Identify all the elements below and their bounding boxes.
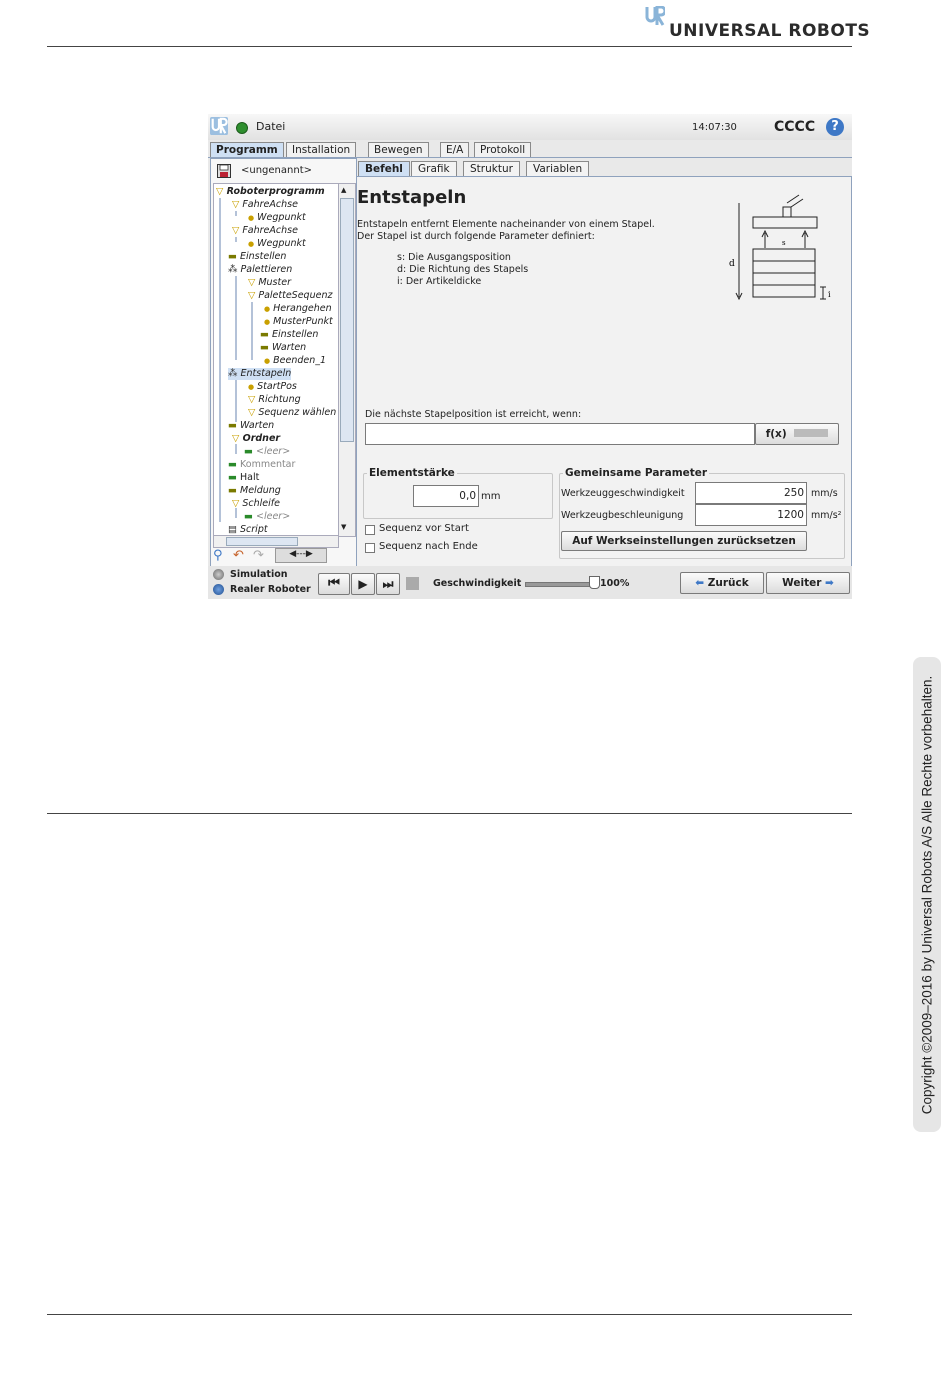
command-title: Entstapeln <box>357 187 467 208</box>
fx-label: f(x) <box>765 428 787 440</box>
brand-name: UNIVERSAL ROBOTS <box>669 21 871 41</box>
tree-item[interactable]: ● Wegpunkt <box>248 238 306 249</box>
element-thickness-input[interactable]: 0,0 <box>413 485 479 507</box>
program-tree <box>213 183 341 537</box>
tree-item[interactable]: ▬ Warten <box>228 420 275 431</box>
tab-programm[interactable]: Programm <box>210 142 284 158</box>
tree-item[interactable]: ▽ FahreAchse <box>232 199 298 210</box>
program-name: <ungenannt> <box>241 165 312 176</box>
element-thickness-unit: mm <box>481 491 501 502</box>
skip-back-icon[interactable]: ⏮ <box>318 573 350 595</box>
command-panel <box>356 176 852 567</box>
header-rule <box>47 46 852 47</box>
globe-icon[interactable] <box>236 122 248 134</box>
command-tabs <box>358 161 658 177</box>
save-icon[interactable] <box>217 164 231 178</box>
scroll-up-icon[interactable]: ▲ <box>341 186 347 194</box>
diagram-label-s: s <box>782 239 786 247</box>
help-icon[interactable]: ? <box>826 118 844 136</box>
back-button[interactable] <box>680 572 764 594</box>
ur-logo-icon <box>210 117 228 135</box>
fx-button[interactable] <box>755 423 839 445</box>
program-tree-panel <box>210 158 357 567</box>
bottom-bar <box>208 566 852 599</box>
tree-item[interactable]: ▬ Kommentar <box>228 459 296 470</box>
tab-bewegen[interactable]: Bewegen <box>368 142 429 157</box>
description-line-1: Entstapeln entfernt Elemente nacheinander von einem Stapel. <box>357 219 655 230</box>
condition-input[interactable] <box>365 423 755 445</box>
clock: 14:07:30 <box>692 122 737 133</box>
tree-item[interactable]: ▬ Warten <box>260 342 307 353</box>
next-button[interactable] <box>766 572 850 594</box>
sequence-before-start-checkbox[interactable] <box>365 525 375 535</box>
reset-defaults-button[interactable]: Auf Werkseinstellungen zurücksetzen <box>561 531 807 551</box>
copyright-text: Copyright ©2009–2016 by Universal Robots A/S Alle Rechte vorbehalten. <box>919 675 935 1115</box>
universal-robots-logo-icon <box>645 6 665 26</box>
tree-item[interactable]: ● Beenden_1 <box>264 355 327 366</box>
tree-item[interactable]: ▽ Richtung <box>248 394 301 405</box>
param-s: s: Die Ausgangsposition <box>397 252 511 263</box>
top-bar <box>208 114 852 140</box>
tab-protokoll[interactable]: Protokoll <box>474 142 531 157</box>
speed-value: 100% <box>600 578 630 589</box>
sequence-before-start-label: Sequenz vor Start <box>379 523 469 534</box>
tree-item[interactable]: ▽ Ordner <box>232 433 281 444</box>
sequence-after-end-label: Sequenz nach Ende <box>379 541 478 552</box>
back-label: Zurück <box>707 577 749 589</box>
tree-item[interactable]: ▬ <leer> <box>244 511 291 522</box>
condition-label: Die nächste Stapelposition ist erreicht, wenn: <box>365 409 582 420</box>
tab-ea[interactable]: E/A <box>440 142 469 157</box>
arrow-right-icon: ➡ <box>825 577 834 589</box>
speed-slider-thumb[interactable] <box>589 576 600 589</box>
tree-item[interactable]: ▽ PaletteSequenz <box>248 290 333 301</box>
speed-input[interactable]: 250 <box>695 482 807 504</box>
file-menu[interactable]: Datei <box>256 120 286 133</box>
tree-item[interactable]: ● Wegpunkt <box>248 212 306 223</box>
search-icon[interactable]: ⚲ <box>213 548 223 563</box>
diagram-label-d: d <box>729 259 735 269</box>
param-i: i: Der Artikeldicke <box>397 276 482 287</box>
tree-item[interactable]: ● StartPos <box>248 381 297 392</box>
tab-befehl[interactable]: Befehl <box>358 161 410 177</box>
tree-item[interactable]: ▽ Roboterprogramm <box>216 186 325 197</box>
sequence-after-end-checkbox[interactable] <box>365 543 375 553</box>
tree-item-selected[interactable]: ⁂ Entstapeln <box>228 368 292 379</box>
robot-name: CCCC <box>774 119 816 135</box>
undo-icon[interactable]: ↶ <box>233 548 244 563</box>
acceleration-input[interactable]: 1200 <box>695 504 807 526</box>
tree-item[interactable]: ● MusterPunkt <box>264 316 333 327</box>
speed-slider-track[interactable] <box>525 582 597 587</box>
tab-grafik[interactable]: Grafik <box>411 161 457 177</box>
description-line-2: Der Stapel ist durch folgende Parameter definiert: <box>357 231 595 242</box>
figure-rule <box>47 813 852 814</box>
tree-toolbar <box>213 548 353 564</box>
arrow-left-icon: ⬅ <box>695 577 705 589</box>
stop-icon[interactable] <box>406 577 419 590</box>
tree-horizontal-scrollbar[interactable] <box>213 535 339 548</box>
tree-item[interactable]: ▬ Einstellen <box>228 251 287 262</box>
speed-slider-label: Geschwindigkeit <box>433 578 522 589</box>
real-robot-radio[interactable] <box>213 584 224 595</box>
footer-rule <box>47 1314 852 1315</box>
tab-struktur[interactable]: Struktur <box>463 161 520 177</box>
play-icon[interactable]: ▶ <box>351 573 375 595</box>
param-d: d: Die Richtung des Stapels <box>397 264 529 275</box>
scroll-down-icon[interactable]: ▼ <box>341 523 347 531</box>
redo-icon[interactable]: ↷ <box>253 548 264 563</box>
tree-item[interactable]: ▬ Halt <box>228 472 260 483</box>
move-arrows-icon[interactable]: ◀---▶ <box>275 548 327 563</box>
hscroll-thumb[interactable] <box>226 537 298 546</box>
speed-unit: mm/s <box>811 488 838 499</box>
real-robot-label[interactable]: Realer Roboter <box>230 584 311 595</box>
polyscope-window <box>208 114 852 599</box>
tree-item[interactable]: ⁂ Palettieren <box>228 264 293 275</box>
tree-vertical-scrollbar[interactable] <box>338 183 356 537</box>
next-label: Weiter <box>782 577 822 589</box>
tree-item[interactable]: ▬ <leer> <box>244 446 291 457</box>
simulation-radio[interactable] <box>213 569 224 580</box>
common-params-legend: Gemeinsame Parameter <box>565 467 708 479</box>
tree-item[interactable]: ▽ Sequenz wählen <box>248 407 337 418</box>
tree-item[interactable]: ▤ Script <box>228 524 268 535</box>
tree-item[interactable]: ● Herangehen <box>264 303 332 314</box>
element-thickness-legend: Elementstärke <box>369 467 455 479</box>
destack-diagram <box>727 193 837 305</box>
step-icon[interactable]: ⏭ <box>376 573 400 595</box>
keyboard-icon <box>794 429 828 437</box>
acceleration-unit: mm/s² <box>811 510 842 521</box>
speed-label: Werkzeuggeschwindigkeit <box>561 488 685 499</box>
tab-variablen[interactable]: Variablen <box>526 161 589 177</box>
tree-item[interactable]: ▽ Schleife <box>232 498 280 509</box>
diagram-label-i: i <box>828 290 831 299</box>
scroll-thumb[interactable] <box>340 198 354 442</box>
tree-item[interactable]: ▬ Einstellen <box>260 329 319 340</box>
tree-item[interactable]: ▽ Muster <box>248 277 291 288</box>
simulation-label[interactable]: Simulation <box>230 569 288 580</box>
tree-item[interactable]: ▽ FahreAchse <box>232 225 298 236</box>
tab-installation[interactable]: Installation <box>286 142 356 157</box>
acceleration-label: Werkzeugbeschleunigung <box>561 510 684 521</box>
tree-item[interactable]: ▬ Meldung <box>228 485 281 496</box>
